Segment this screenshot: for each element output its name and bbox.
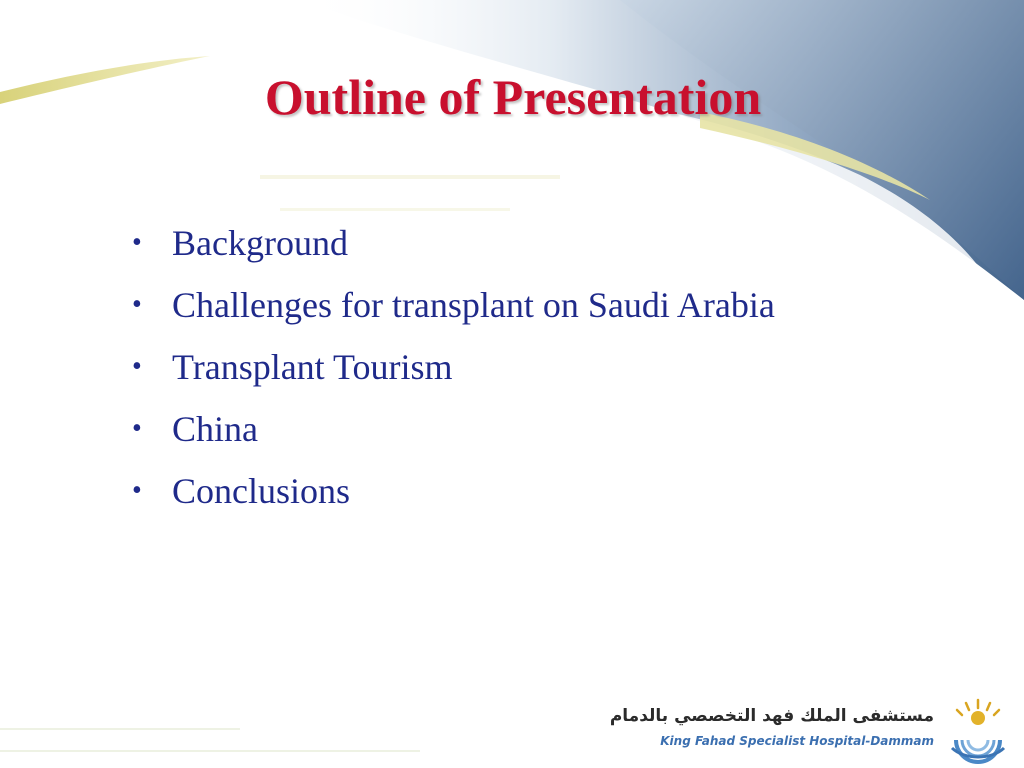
bullet-icon: •	[132, 289, 142, 320]
hospital-logo	[609, 692, 1020, 768]
bullet-icon: •	[132, 351, 142, 382]
hospital-emblem-icon	[944, 696, 1012, 766]
bullet-icon: •	[132, 475, 142, 506]
logo-english-name: King Fahad Specialist Hospital-Dammam	[660, 734, 934, 748]
slide-title: Outline of Presentation	[264, 69, 762, 125]
bullet-icon: •	[132, 413, 142, 444]
bullet-text: Challenges for transplant on Saudi Arabia	[172, 285, 775, 325]
bullet-item	[132, 404, 775, 466]
bullet-item	[132, 280, 775, 342]
logo-arabic-name: مستشفى الملك فهد التخصصي بالدمام	[609, 706, 934, 726]
bullet-item	[132, 466, 775, 528]
bullet-text: Background	[172, 223, 348, 263]
bullet-text: Conclusions	[172, 471, 351, 511]
bullet-icon: •	[132, 227, 142, 258]
bullet-item	[132, 342, 775, 404]
bullet-text: China	[172, 409, 258, 449]
bullet-list	[132, 218, 775, 528]
bullet-text: Transplant Tourism	[172, 347, 453, 387]
bullet-item	[132, 218, 775, 280]
